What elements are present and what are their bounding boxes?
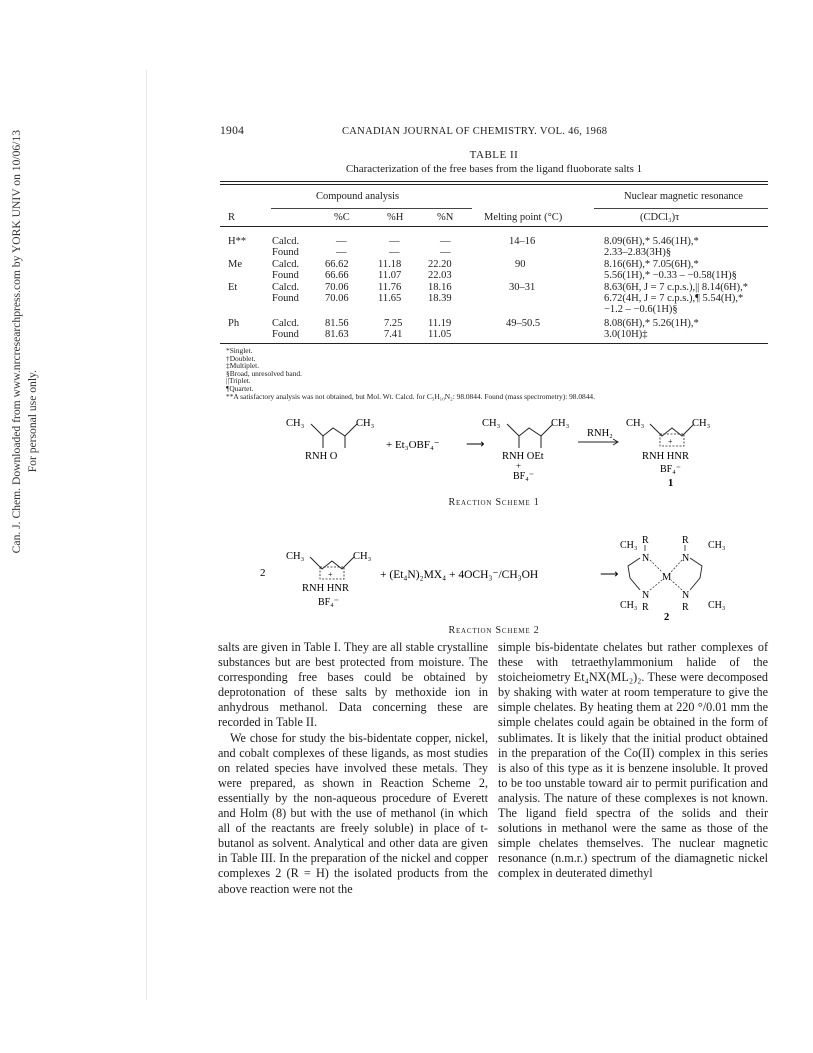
reaction-scheme-2 xyxy=(220,528,768,620)
scheme2-prod-r-tr: R xyxy=(682,535,689,546)
footnote: §Broad, unresolved band. xyxy=(226,368,302,378)
row-ph-nmr-2: 3.0(10H)‡ xyxy=(604,329,648,340)
scheme1-ch3-left: CH₃ xyxy=(286,418,305,429)
group-header-analysis: Compound analysis xyxy=(316,191,400,202)
scheme1-arrow-1: ⟶ xyxy=(466,436,485,451)
row-me-found-n: 22.03 xyxy=(428,270,452,281)
row-et-mp: 30–31 xyxy=(509,282,536,293)
scheme2-ch3-right: CH₃ xyxy=(353,551,372,562)
scheme1-backbone-1 xyxy=(311,424,357,436)
footnote: †Doublet. xyxy=(226,353,256,363)
scheme2-rnh-hnr: RNH HNR xyxy=(302,583,349,594)
row-ph-found-c: 81.63 xyxy=(325,329,349,340)
scheme2-prod-metal: M xyxy=(662,572,672,583)
row-h-r: H** xyxy=(228,236,247,247)
table-header-rule xyxy=(220,226,768,227)
scheme1-ch3-right: CH₃ xyxy=(356,418,375,429)
table-top-rule xyxy=(220,181,768,182)
row-me-found-c: 66.66 xyxy=(325,270,349,281)
scheme2-arrow: ⟶ xyxy=(600,566,619,581)
row-ph-mp: 49–50.5 xyxy=(506,318,541,329)
row-ph-found-label: Found xyxy=(272,329,299,340)
scheme1-reagent: + Et₃OBF₄⁻ xyxy=(386,439,440,451)
row-h-nmr-1: 8.09(6H),* 5.46(1H),* xyxy=(604,236,699,247)
scheme2-chelate-left xyxy=(628,558,640,590)
row-et-calcd-label: Calcd. xyxy=(272,282,300,293)
download-stamp xyxy=(8,130,48,690)
col-header-mp: Melting point (°C) xyxy=(484,212,563,223)
scheme1-ch3-left-3: CH₃ xyxy=(626,418,645,429)
table-bottom-rule xyxy=(220,343,768,344)
download-stamp-line: Can. J. Chem. Downloaded from www.nrcresearchpress.com by YORK UNIV on 10/06/13 xyxy=(10,130,23,554)
body-column-right xyxy=(498,640,768,882)
scheme2-product-number: 2 xyxy=(664,612,670,620)
scheme1-arrow-reagent: RNH₂ xyxy=(587,428,613,439)
row-me-nmr-2: 5.56(1H),* −0.33 – −0.58(1H)§ xyxy=(604,270,737,281)
row-ph-found-n: 11.05 xyxy=(428,329,452,340)
running-header xyxy=(220,125,770,141)
row-h-nmr-2: 2.33–2.83(3H)§ xyxy=(604,247,672,258)
row-me-calcd-c: 66.62 xyxy=(325,259,349,270)
row-ph-found-h: 7.41 xyxy=(384,329,403,340)
scheme2-prod-n-tr: N xyxy=(682,553,690,564)
col-header-r: R xyxy=(228,212,236,223)
row-ph-nmr-1: 8.08(6H),* 5.26(1H),* xyxy=(604,318,699,329)
row-me-calcd-h: 11.18 xyxy=(378,259,402,270)
row-me-calcd-n: 22.20 xyxy=(428,259,452,270)
row-h-found-n: — xyxy=(440,247,451,258)
row-et-found-n: 18.39 xyxy=(428,293,452,304)
row-h-found-label: Found xyxy=(272,247,299,258)
journal-name: CANADIAN JOURNAL OF CHEMISTRY. VOL. 46, 1968 xyxy=(342,126,608,137)
scheme2-coord-bond xyxy=(650,560,662,572)
scheme2-prod-ch3-tl: CH₃ xyxy=(620,540,638,551)
table-footnotes xyxy=(226,347,595,400)
nmr-subrule xyxy=(594,208,768,209)
scheme2-prod-n-tl: N xyxy=(642,553,650,564)
row-et-nmr-2: 6.72(4H, J = 7 c.p.s.),¶ 5.54(H),* xyxy=(604,293,744,304)
scheme2-prod-ch3-tr: CH₃ xyxy=(708,540,726,551)
footnote: ¶Quartet. xyxy=(226,383,254,393)
scheme1-caption: Reaction Scheme 1 xyxy=(448,497,540,508)
row-et-found-label: Found xyxy=(272,293,299,304)
row-me-found-label: Found xyxy=(272,270,299,281)
scheme2-ch3-left: CH₃ xyxy=(286,551,305,562)
row-ph-r: Ph xyxy=(228,318,240,329)
scheme1-rnh-oet: RNH OEt xyxy=(502,451,544,462)
body-paragraph: salts are given in Table I. They are all stable crystalline substances but are best protected from moisture. The corresponding free bases could be obtained by deprotonation of these salts by methoxide ion in anhydrous methanol. Data concerning these are recorded in Table II. xyxy=(218,640,488,730)
scheme2-reagents: + (Et₄N)₂MX₄ + 4OCH₃⁻/CH₃OH xyxy=(380,569,539,581)
scheme2-bf4: BF₄⁻ xyxy=(318,597,339,608)
col-header-c: %C xyxy=(334,212,350,223)
row-et-calcd-n: 18.16 xyxy=(428,282,452,293)
row-ph-calcd-n: 11.19 xyxy=(428,318,452,329)
scheme1-bf4-1: BF₄⁻ xyxy=(513,471,534,482)
scheme1-ring-charge: + xyxy=(668,437,673,446)
body-column-left xyxy=(218,640,488,897)
row-h-calcd-c: — xyxy=(336,236,347,247)
row-et-calcd-c: 70.06 xyxy=(325,282,349,293)
row-me-calcd-label: Calcd. xyxy=(272,259,300,270)
scheme2-coord-bond xyxy=(671,560,682,572)
reaction-scheme-1 xyxy=(220,412,768,492)
col-header-h: %H xyxy=(387,212,404,223)
row-h-calcd-h: — xyxy=(389,236,400,247)
scheme1-ch3-left-2: CH₃ xyxy=(482,418,501,429)
row-ph-calcd-h: 7.25 xyxy=(384,318,403,329)
scheme2-prod-n-br: N xyxy=(682,590,690,601)
scheme2-coefficient: 2 xyxy=(260,567,266,579)
scheme2-caption: Reaction Scheme 2 xyxy=(448,625,540,636)
scheme1-backbone-2 xyxy=(507,424,553,436)
row-et-calcd-h: 11.76 xyxy=(378,282,402,293)
footnote: *Singlet. xyxy=(226,346,253,355)
row-h-calcd-label: Calcd. xyxy=(272,236,300,247)
scheme2-chelate-right xyxy=(690,558,702,590)
body-paragraph: simple bis-bidentate chelates but rather complexes of these with tetraethylammonium halide of the stoicheiometry Et₄NX(ML₂)₂. These were decomposed by shaking with water at room temperature to give the simple chelates. By heating them at 220 °/0.01 mm the simple chelates could again be obtained in the form of sublimates. It is likely that the initial product obtained in the preparation of the Co(II) complex in this series is also of this type as it is benzene insoluble. It proved to be too unstable toward air to permit purification and analysis. The nature of these complexes is not known. The ligand field spectra of the solids and their solutions in methanol were the same as those of the simple chelates themselves. The nuclear magnetic resonance (n.m.r.) spectrum of the diamagnetic nickel complex in deuterated dimethyl xyxy=(498,640,768,881)
scheme2-ring-charge: + xyxy=(328,570,333,579)
row-ph-calcd-label: Calcd. xyxy=(272,318,300,329)
scheme2-prod-r-br: R xyxy=(682,602,689,613)
scheme2-prod-ch3-bl: CH₃ xyxy=(620,600,638,611)
row-me-mp: 90 xyxy=(515,259,526,270)
scheme2-coord-bond xyxy=(671,580,682,590)
scheme2-coord-bond xyxy=(650,580,662,590)
scheme2-prod-r-tl: R xyxy=(642,535,649,546)
row-ph-calcd-c: 81.56 xyxy=(325,318,349,329)
scheme1-bf4-2: BF₄⁻ xyxy=(660,464,681,475)
row-me-found-h: 11.07 xyxy=(378,270,402,281)
row-et-found-c: 70.06 xyxy=(325,293,349,304)
analysis-subrule xyxy=(271,208,472,209)
body-paragraph: We chose for study the bis-bidentate copper, nickel, and cobalt complexes of these ligands, as most studies on related species have involved these metals. They were prepared, as shown in Reaction Scheme 2, essentially by the non-aqueous procedure of Everett and Holm (8) but with the use of methanol (in which all of the reactants are freely soluble) in place of t-butanol as solvent. Analytical and other data are given in Table III. In the preparation of the nickel and copper complexes 2 (R = H) the isolated products from the above reaction were not the xyxy=(218,730,488,896)
col-header-n: %N xyxy=(437,212,454,223)
col-header-nmr: (CDCl₃)τ xyxy=(640,212,680,223)
scheme1-rnh-hnr: RNH HNR xyxy=(642,451,689,462)
table-top-rule-2 xyxy=(220,184,768,185)
scheme1-plus: + xyxy=(516,461,522,471)
table-caption: Characterization of the free bases from the ligand fluoborate salts 1 xyxy=(345,163,643,175)
row-et-r: Et xyxy=(228,282,238,293)
group-header-nmr: Nuclear magnetic resonance xyxy=(624,191,743,202)
scheme1-product-number: 1 xyxy=(668,478,674,489)
personal-use-line: For personal use only. xyxy=(26,370,39,473)
scheme1-ch3-right-3: CH₃ xyxy=(692,418,711,429)
row-et-found-h: 11.65 xyxy=(378,293,402,304)
footnote: **A satisfactory analysis was not obtained, but Mol. Wt. Calcd. for C₅H₁₀N₂: 98.0844. Found (mass spectrometry): 98.0844. xyxy=(226,391,595,401)
footnote: ||Triplet. xyxy=(226,376,251,386)
row-h-found-h: — xyxy=(389,247,400,258)
row-h-mp: 14–16 xyxy=(509,236,536,247)
row-h-found-c: — xyxy=(336,247,347,258)
row-me-nmr-1: 8.16(6H),* 7.05(6H),* xyxy=(604,259,699,270)
scheme1-ch3-right-2: CH₃ xyxy=(551,418,570,429)
page-number: 1904 xyxy=(220,125,245,137)
row-et-nmr-1: 8.63(6H, J = 7 c.p.s.),|| 8.14(6H),* xyxy=(604,282,748,293)
scheme2-prod-n-bl: N xyxy=(642,590,650,601)
scheme2-prod-ch3-br: CH₃ xyxy=(708,600,726,611)
gutter-rule xyxy=(146,70,147,1000)
row-et-nmr-3: −1.2 – −0.6(1H)§ xyxy=(604,304,678,315)
row-h-calcd-n: — xyxy=(440,236,451,247)
scheme2-prod-r-bl: R xyxy=(642,602,649,613)
footnote: ‡Multiplet. xyxy=(226,361,260,371)
table-title: TABLE II xyxy=(469,149,519,161)
row-me-r: Me xyxy=(228,259,242,270)
scheme1-rnh-o: RNH O xyxy=(305,451,338,462)
